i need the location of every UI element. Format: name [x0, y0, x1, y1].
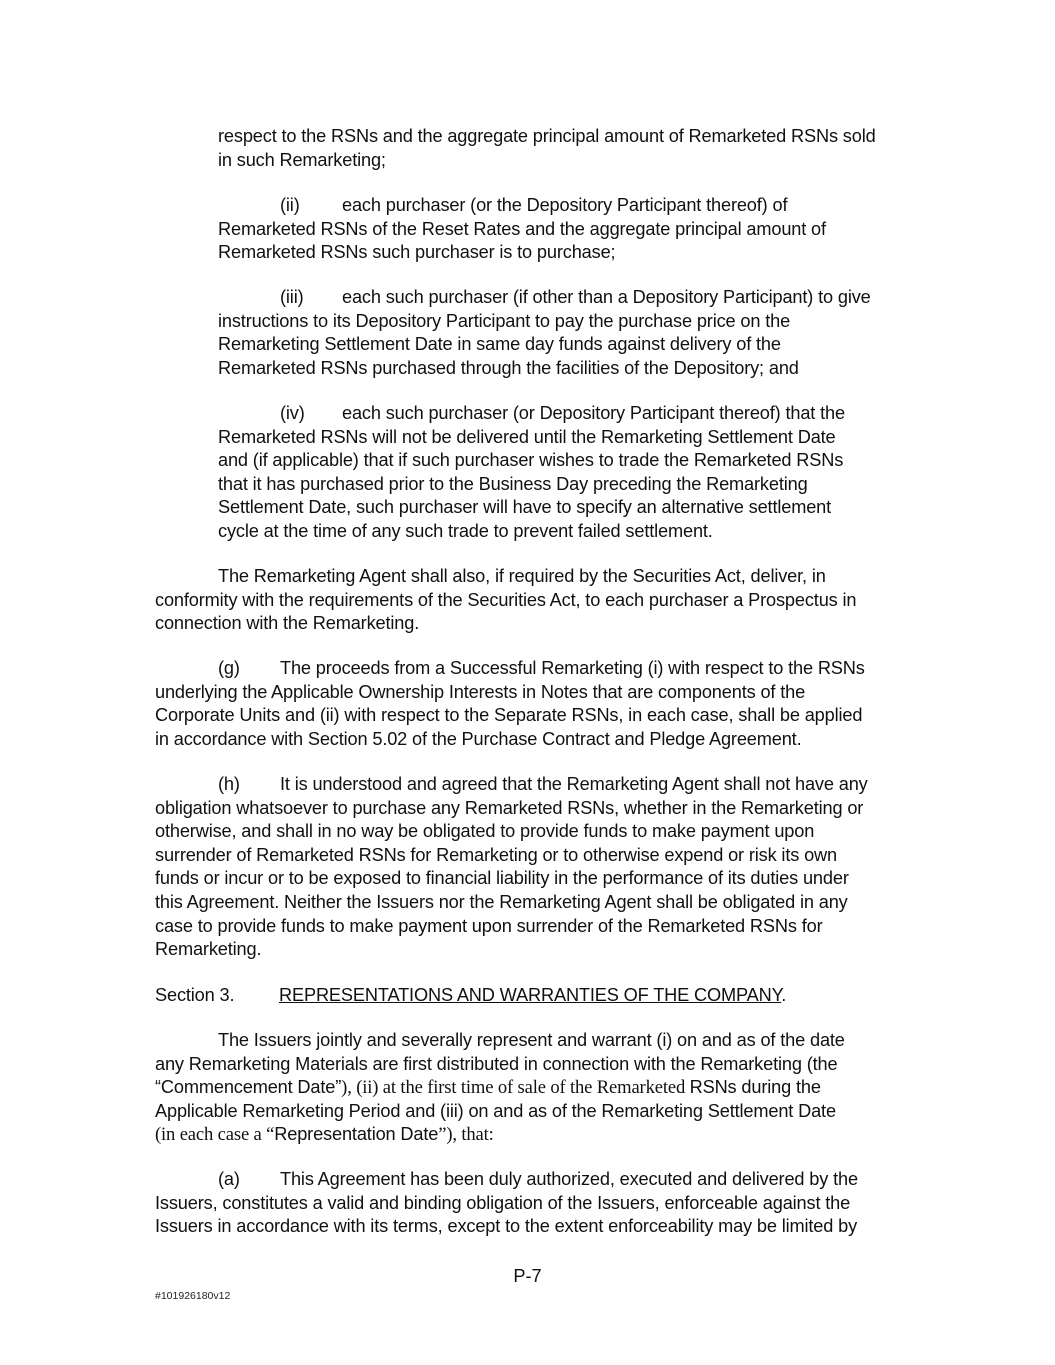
- text-line: that it has purchased prior to the Business Day preceding the Remarketing: [218, 473, 808, 494]
- paragraph-prospectus: [155, 565, 856, 636]
- text-line: Remarketing.: [155, 939, 262, 960]
- clause-enumerator: (iii): [280, 287, 304, 307]
- text-line: each such purchaser (or Depository Participant thereof) that the: [342, 403, 845, 423]
- text-line: any Remarketing Materials are first distributed in connection with the Remarketing (the: [155, 1053, 838, 1074]
- text-line: The Remarketing Agent shall also, if required by the Securities Act, deliver, in: [218, 566, 826, 586]
- defined-term-commencement-date: “Commencement Date”: [155, 1077, 342, 1098]
- text-line: Issuers in accordance with its terms, except to the extent enforceability may be limited by: [155, 1216, 858, 1237]
- page-number: P-7: [513, 1266, 542, 1286]
- clause-g: [155, 657, 865, 751]
- text-line: obligation whatsoever to purchase any Remarketed RSNs, whether in the Remarketing or: [155, 797, 864, 818]
- text-line: in accordance with Section 5.02 of the Purchase Contract and Pledge Agreement.: [155, 728, 802, 749]
- text-line: The Issuers jointly and severally represent and warrant (i) on and as of the date: [218, 1030, 845, 1050]
- clause-iv: [218, 402, 845, 544]
- text-line: and (if applicable) that if such purchaser wishes to trade the Remarketed RSNs: [218, 450, 844, 471]
- text-line: connection with the Remarketing.: [155, 613, 420, 634]
- text-fragment: (in each case a “: [155, 1124, 275, 1146]
- clause-a: [155, 1168, 858, 1239]
- section-title-punctuation: .: [781, 985, 787, 1005]
- text-line: underlying the Applicable Ownership Interests in Notes that are components of the: [155, 681, 806, 702]
- text-line: each such purchaser (if other than a Depository Participant) to give: [342, 287, 871, 307]
- section-title: REPRESENTATIONS AND WARRANTIES OF THE COMPANY: [279, 985, 782, 1005]
- text-line: funds or incur or to be exposed to financial liability in the performance of its duties under: [155, 868, 849, 889]
- text-line: cycle at the time of any such trade to prevent failed settlement.: [218, 520, 713, 541]
- text-line: Remarketing Settlement Date in same day funds against delivery of the: [218, 334, 781, 355]
- text-fragment: RSNs during the: [689, 1077, 821, 1098]
- text-line: Applicable Remarketing Period and (iii) on and as of the Remarketing Settlement Date: [155, 1100, 836, 1121]
- text-line: respect to the RSNs and the aggregate principal amount of Remarketed RSNs sold: [218, 126, 876, 146]
- text-line: Remarketed RSNs purchased through the facilities of the Depository; and: [218, 357, 799, 378]
- clause-h: [155, 773, 868, 962]
- clause-enumerator: (iv): [280, 403, 305, 423]
- clause-enumerator: (h): [218, 774, 240, 794]
- defined-term-representation-date: Representation Date: [274, 1124, 439, 1145]
- text-line: Remarketed RSNs of the Reset Rates and the aggregate principal amount of: [218, 218, 826, 239]
- paragraph-representations: [155, 1029, 845, 1147]
- text-line: this Agreement. Neither the Issuers nor the Remarketing Agent shall be obligated in any: [155, 891, 848, 912]
- text-line: The proceeds from a Successful Remarketing (i) with respect to the RSNs: [280, 658, 865, 678]
- section-number: Section 3.: [155, 985, 235, 1005]
- text-line: surrender of Remarketed RSNs for Remarketing or to otherwise expend or risk its own: [155, 844, 837, 865]
- section-heading: [155, 984, 786, 1008]
- clause-iii: [218, 286, 871, 380]
- text-fragment: ), (ii) at the first time of sale of the Remarketed: [341, 1077, 690, 1099]
- text-line: conformity with the requirements of the Securities Act, to each purchaser a Prospectus in: [155, 589, 857, 610]
- document-id: #101926180v12: [155, 1290, 231, 1302]
- text-line: It is understood and agreed that the Remarketing Agent shall not have any: [280, 774, 868, 794]
- text-fragment: ”), that:: [438, 1124, 494, 1146]
- text-line: in such Remarketing;: [218, 149, 386, 170]
- clause-enumerator: (a): [218, 1169, 240, 1189]
- paragraph-continuation: [218, 125, 876, 172]
- text-line: each purchaser (or the Depository Participant thereof) of: [342, 195, 788, 215]
- clause-enumerator: (g): [218, 658, 240, 678]
- text-line: Corporate Units and (ii) with respect to the Separate RSNs, in each case, shall be applied: [155, 705, 863, 726]
- text-line: instructions to its Depository Participant to pay the purchase price on the: [218, 310, 791, 331]
- clause-ii: [218, 194, 826, 265]
- text-line: This Agreement has been duly authorized, executed and delivered by the: [280, 1169, 858, 1189]
- text-line: Settlement Date, such purchaser will have to specify an alternative settlement: [218, 497, 832, 518]
- text-line: otherwise, and shall in no way be obligated to provide funds to make payment upon: [155, 821, 815, 842]
- text-line: case to provide funds to make payment upon surrender of the Remarketed RSNs for: [155, 915, 823, 936]
- text-line: Issuers, constitutes a valid and binding obligation of the Issuers, enforceable against the: [155, 1192, 851, 1213]
- clause-enumerator: (ii): [280, 195, 300, 215]
- text-line: Remarketed RSNs will not be delivered until the Remarketing Settlement Date: [218, 426, 836, 447]
- text-line: Remarketed RSNs such purchaser is to purchase;: [218, 242, 616, 263]
